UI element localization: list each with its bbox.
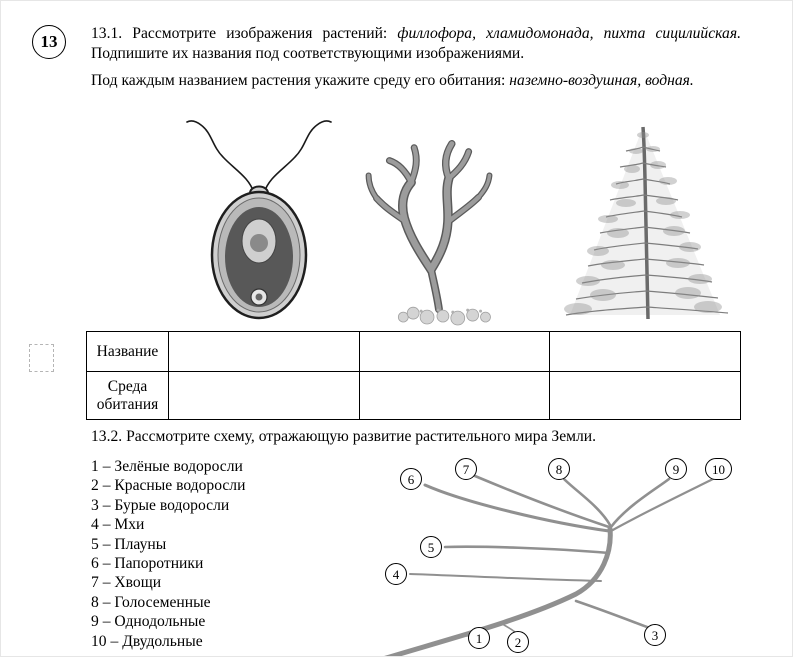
rocky-base	[398, 307, 490, 325]
name-answer-cell-3[interactable]	[550, 332, 741, 372]
legend-item-4: 4 – Мхи	[91, 516, 145, 534]
answers-table	[86, 331, 741, 420]
phyllophora-svg	[353, 113, 513, 326]
legend-item-8: 8 – Голосеменные	[91, 593, 211, 611]
task-13-2-title: 13.2. Рассмотрите схему, отражающую развитие растительного мира Земли.	[91, 428, 597, 445]
chlamydomonas-svg	[179, 103, 339, 323]
task-13-1-instruction: Подпишите их названия под соответствующими изображениями.	[91, 45, 525, 63]
pyrenoid-core	[256, 294, 263, 301]
diagram-node-1: 1	[468, 627, 490, 649]
task-13-1-habitat-options: наземно-воздушная, водная.	[509, 71, 694, 89]
legend-item-2: 2 – Красные водоросли	[91, 477, 246, 495]
name-answer-cell-1[interactable]	[169, 332, 360, 372]
task-13-1-intro: 13.1. Рассмотрите изображения растений:	[91, 25, 398, 42]
margin-marker-box	[29, 344, 54, 372]
table-row-habitat	[87, 372, 741, 420]
fir-tree-illustration	[548, 119, 738, 319]
diagram-node-4: 4	[385, 563, 407, 585]
diagram-node-6: 6	[400, 468, 422, 490]
row-label-name: Название	[87, 332, 169, 372]
task-number-badge: 13	[32, 25, 66, 59]
task-13-1-plant-names: филлофора, хламидомонада, пихта сицилийская.	[397, 25, 741, 42]
phyllophora-illustration	[353, 113, 513, 326]
legend-item-5: 5 – Плауны	[91, 535, 167, 553]
diagram-node-7: 7	[455, 458, 477, 480]
legend-item-7: 7 – Хвощи	[91, 574, 162, 592]
task-13-1-paragraph-1	[91, 24, 741, 65]
legend-item-1: 1 – Зелёные водоросли	[91, 458, 243, 475]
row-label-habitat: Среда обитания	[87, 372, 169, 420]
task-13-1-habitat-instruction: Под каждым названием растения укажите среду его обитания:	[91, 71, 510, 89]
task-13-1-text	[91, 24, 741, 91]
evolution-tree-diagram	[371, 451, 793, 657]
diagram-node-10: 10	[705, 458, 732, 480]
habitat-answer-cell-2[interactable]	[359, 372, 550, 420]
table-row-name	[87, 332, 741, 372]
diagram-node-3: 3	[644, 624, 666, 646]
name-answer-cell-2[interactable]	[359, 332, 550, 372]
diagram-node-2: 2	[507, 631, 529, 653]
chlamydomonas-illustration	[179, 103, 339, 323]
legend-list	[91, 457, 245, 651]
task-13-1-paragraph-2	[91, 71, 741, 91]
flagella	[187, 121, 331, 193]
nucleus-core	[250, 234, 268, 252]
legend-item-6: 6 – Папоротники	[91, 555, 204, 573]
legend-item-9: 9 – Однодольные	[91, 613, 206, 631]
habitat-answer-cell-3[interactable]	[550, 372, 741, 420]
legend-item-10: 10 – Двудольные	[91, 632, 203, 650]
legend-item-3: 3 – Бурые водоросли	[91, 496, 230, 514]
frond-outlines	[369, 144, 490, 309]
habitat-answer-cell-1[interactable]	[169, 372, 360, 420]
diagram-node-5: 5	[420, 536, 442, 558]
diagram-node-9: 9	[665, 458, 687, 480]
fir-tree-svg	[548, 119, 738, 319]
frond-fills	[369, 144, 490, 309]
diagram-node-8: 8	[548, 458, 570, 480]
